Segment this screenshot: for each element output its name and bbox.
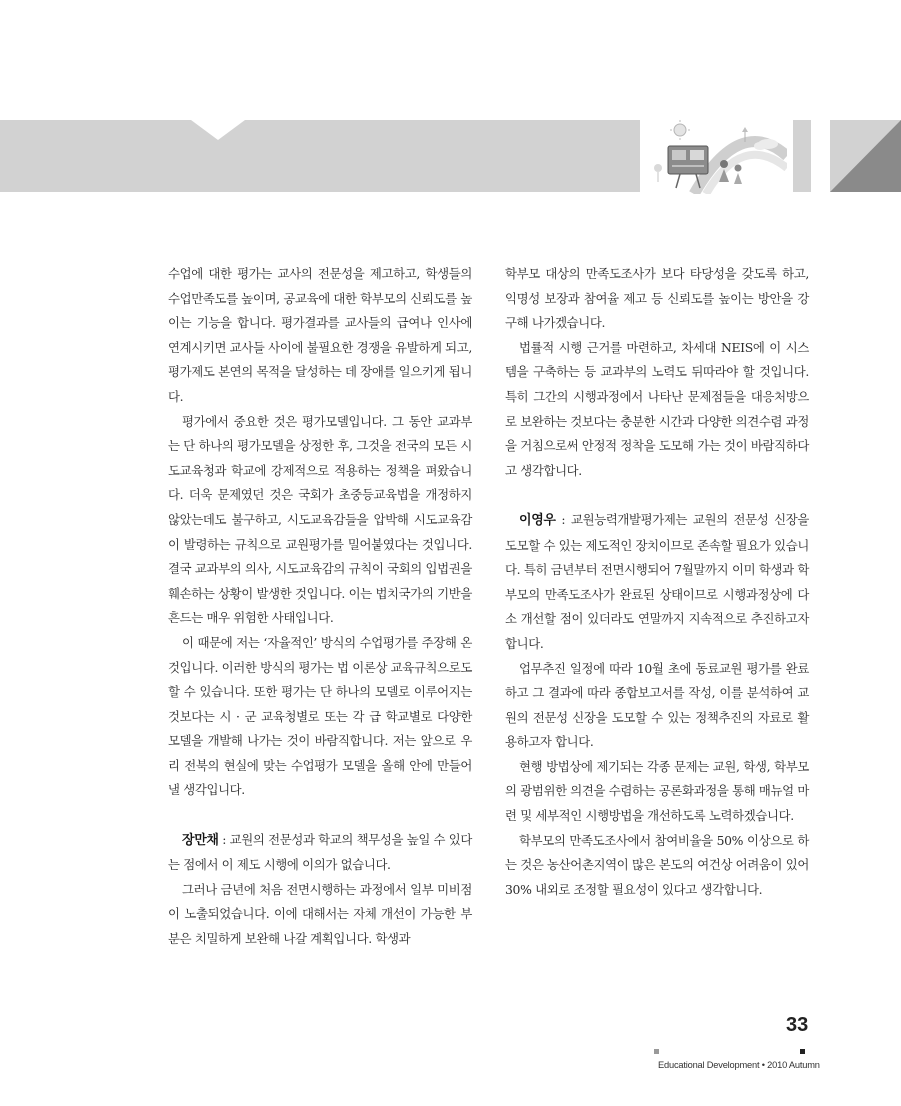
paragraph: 학부모의 만족도조사에서 참여비율을 50% 이상으로 하는 것은 농산어촌지역이 많은 본도의 여건상 어려움이 있어 30% 내외로 조정할 필요성이 있다고 생각합니다. [505, 832, 809, 897]
paragraph: 현행 방법상에 제기되는 각종 문제는 교원, 학생, 학부모의 광범위한 의견을 수렴하는 공론화과정을 통해 매뉴얼 마련 및 세부적인 시행방법을 개선하도록 노력하겠습니다. [505, 758, 809, 824]
header-banner-notch [191, 120, 245, 140]
paragraph-text: : 교원능력개발평가제는 교원의 전문성 신장을 도모할 수 있는 제도적인 장치이므로 존속할 필요가 있습니다. 특히 금년부터 전면시행되어 7월말까지 이미 학생과 학부모의 만족도조사가 완료된 상태이므로 시행과정상에 다소 개선할 점이 있더라도 연말까지 지속적으로 추진하고자 합니다. [505, 511, 809, 651]
page-number: 33 [786, 1014, 809, 1036]
paragraph: 수업에 대한 평가는 교사의 전문성을 제고하고, 학생들의 수업만족도를 높이며, 공교육에 대한 학부모의 신뢰도를 높이는 기능을 합니다. 평가결과를 교사들의 급여나 인사에 연계시키면 교사들 사이에 불필요한 경쟁을 유발하게 되고, 평가제도 본연의 목적을 달성하는 데 장애를 일으키게 됩니다. [168, 266, 472, 404]
footer-text: Educational Development • 2010 Autumn [658, 1060, 820, 1070]
header-corner-box [830, 120, 901, 192]
header-illustration [640, 118, 787, 194]
speaker-paragraph [168, 828, 472, 878]
header-bar-stripe [793, 120, 811, 192]
person-figure-icon [720, 160, 728, 168]
left-column [168, 262, 472, 952]
footer-square-left [654, 1049, 659, 1054]
paragraph: 그러나 금년에 처음 전면시행하는 과정에서 일부 미비점이 노출되었습니다. 이에 대해서는 자체 개선이 가능한 부분은 치밀하게 보완해 나갈 계획입니다. 학생과 [168, 881, 472, 947]
speaker-name: 장만채 [182, 832, 219, 848]
person-figure-icon-2 [735, 165, 742, 172]
education-illustration-icon [640, 118, 787, 194]
paragraph: 법률적 시행 근거를 마련하고, 차세대 NEIS에 이 시스템을 구축하는 등 교과부의 노력도 뒤따라야 할 것입니다. 특히 그간의 시행과정에서 나타난 문제점들을 대응처방으로 보완하는 것보다는 충분한 시간과 다양한 의견수렴 과정을 거침으로써 안정적 정착을 도모해 가는 것이 바람직하다고 생각합니다. [505, 339, 809, 478]
speaker-name: 이영우 [519, 512, 556, 528]
paragraph: 평가에서 중요한 것은 평가모델입니다. 그 동안 교과부는 단 하나의 평가모델을 상정한 후, 그것을 전국의 모든 시도교육청과 학교에 강제적으로 적용하는 정책을 펴왔습니다. 더욱 문제였던 것은 국회가 초중등교육법을 개정하지 않았는데도 불구하고, 시도교육감들을 압박해 시도교육감이 발령하는 규칙으로 교원평가를 밀어붙였다는 것입니다. 결국 교과부의 의사, 시도교육감의 규칙이 국회의 입법권을 훼손하는 상황이 발생한 것입니다. 이는 법치국가의 기반을 흔드는 매우 위험한 사태입니다. [168, 413, 472, 626]
paragraph: 업무추진 일정에 따라 10월 초에 동료교원 평가를 완료하고 그 결과에 따라 종합보고서를 작성, 이를 분석하여 교원의 전문성 신장을 도모할 수 있는 정책추진의 자료로 활용하고자 합니다. [505, 660, 809, 750]
sun-icon [674, 124, 686, 136]
header-corner-triangle [830, 120, 901, 192]
speaker-paragraph [505, 508, 809, 657]
footer-square-right [800, 1049, 805, 1054]
right-column [505, 262, 809, 902]
flower-icon [742, 127, 748, 132]
paragraph: 이 때문에 저는 ‘자율적인’ 방식의 수업평가를 주장해 온 것입니다. 이러한 방식의 평가는 법 이론상 교육규칙으로도 할 수 있습니다. 또한 평가는 단 하나의 모델로 이루어지는 것보다는 시 · 군 교육청별로 또는 각 급 학교별로 다양한 모델을 개발해 나가는 것이 바람직합니다. 저는 앞으로 우리 전북의 현실에 맞는 수업평가 모델을 올해 안에 만들어낼 생각입니다. [168, 634, 472, 798]
paragraph-text: : 교원의 전문성과 학교의 책무성을 높일 수 있다는 점에서 이 제도 시행에 이의가 없습니다. [168, 831, 472, 873]
balloon-icon [654, 164, 662, 172]
paragraph: 학부모 대상의 만족도조사가 보다 타당성을 갖도록 하고, 익명성 보장과 참여율 제고 등 신뢰도를 높이는 방안을 강구해 나가겠습니다. [505, 266, 809, 331]
